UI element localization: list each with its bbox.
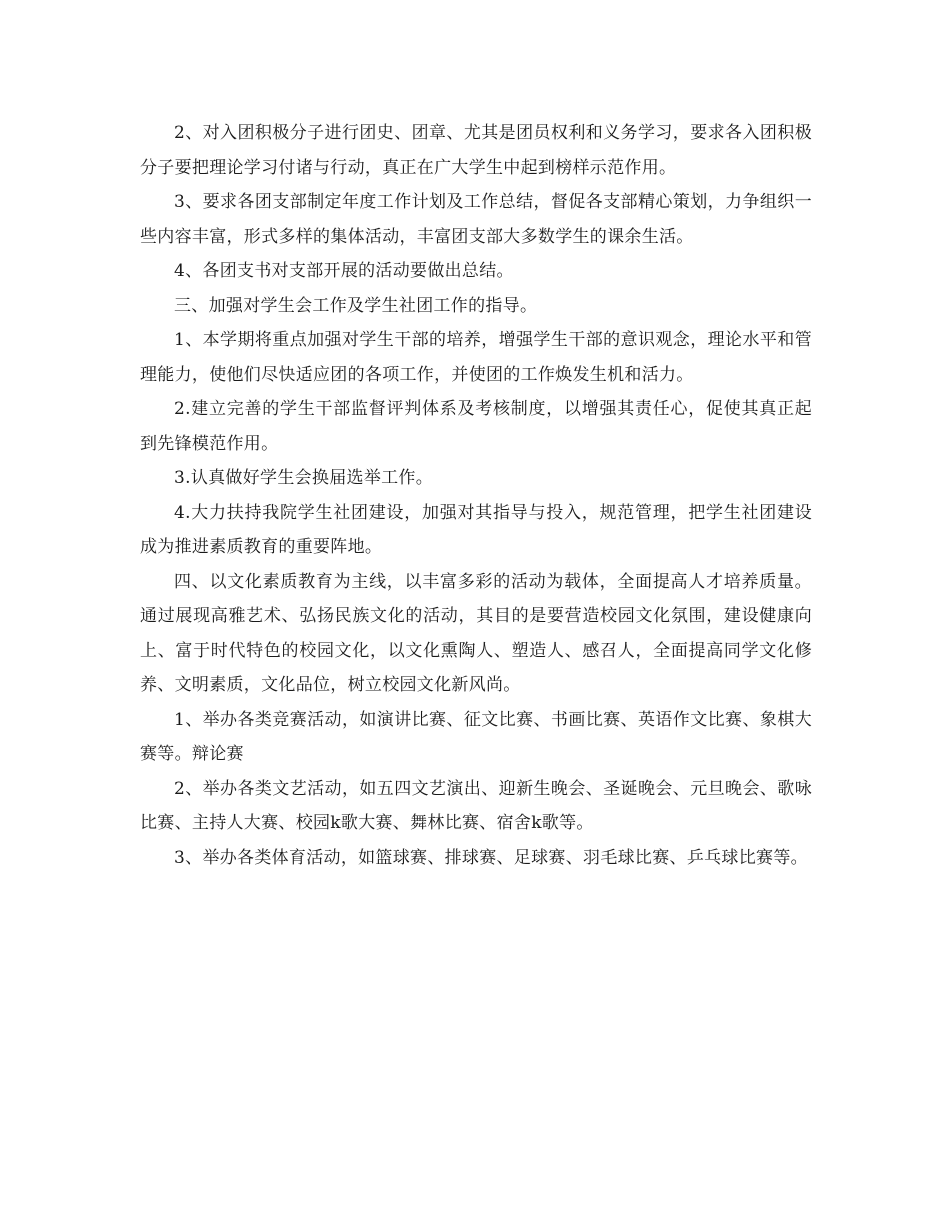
section-heading-4: 四、以文化素质教育为主线，以丰富多彩的活动为载体，全面提高人才培养质量。通过展现高雅艺术、弘扬民族文化的活动，其目的是要营造校园文化氛围，建设健康向上、富于时代特色的校园文化，以文化熏陶人、塑造人、感召人，全面提高同学文化修养、文明素质，文化品位，树立校园文化新风尚。 [140, 571, 812, 695]
section-heading-3: 三、加强对学生会工作及学生社团工作的指导。 [174, 295, 538, 316]
paragraph-2: 3、要求各团支部制定年度工作计划及工作总结，督促各支部精心策划，力争组织一些内容丰富，形式多样的集体活动，丰富团支部大多数学生的课余生活。 [140, 192, 812, 247]
paragraph-7: 3.认真做好学生会换届选举工作。 [174, 468, 434, 488]
paragraph-6: 2.建立完善的学生干部监督评判体系及考核制度，以增强其责任心，促使其真正起到先锋模范作用。 [140, 399, 812, 454]
paragraph-5: 1、本学期将重点加强对学生干部的培养，增强学生干部的意识观念，理论水平和管理能力，使他们尽快适应团的各项工作，并使团的工作焕发生机和活力。 [140, 330, 812, 385]
paragraph-3: 4、各团支书对支部开展的活动要做出总结。 [174, 261, 514, 281]
paragraph-1: 2、对入团积极分子进行团史、团章、尤其是团员权利和义务学习，要求各入团积极分子要把理论学习付诸与行动，真正在广大学生中起到榜样示范作用。 [140, 123, 812, 178]
document-body [140, 116, 812, 875]
paragraph-8: 4.大力扶持我院学生社团建设，加强对其指导与投入，规范管理，把学生社团建设成为推进素质教育的重要阵地。 [140, 502, 812, 557]
paragraph-12: 3、举办各类体育活动，如篮球赛、排球赛、足球赛、羽毛球比赛、乒乓球比赛等。 [174, 847, 808, 868]
paragraph-10: 1、举办各类竞赛活动，如演讲比赛、征文比赛、书画比赛、英语作文比赛、象棋大赛等。辩论赛 [140, 709, 812, 764]
paragraph-11: 2、举办各类文艺活动，如五四文艺演出、迎新生晚会、圣诞晚会、元旦晚会、歌咏比赛、主持人大赛、校园k歌大赛、舞林比赛、宿舍k歌等。 [140, 778, 812, 833]
